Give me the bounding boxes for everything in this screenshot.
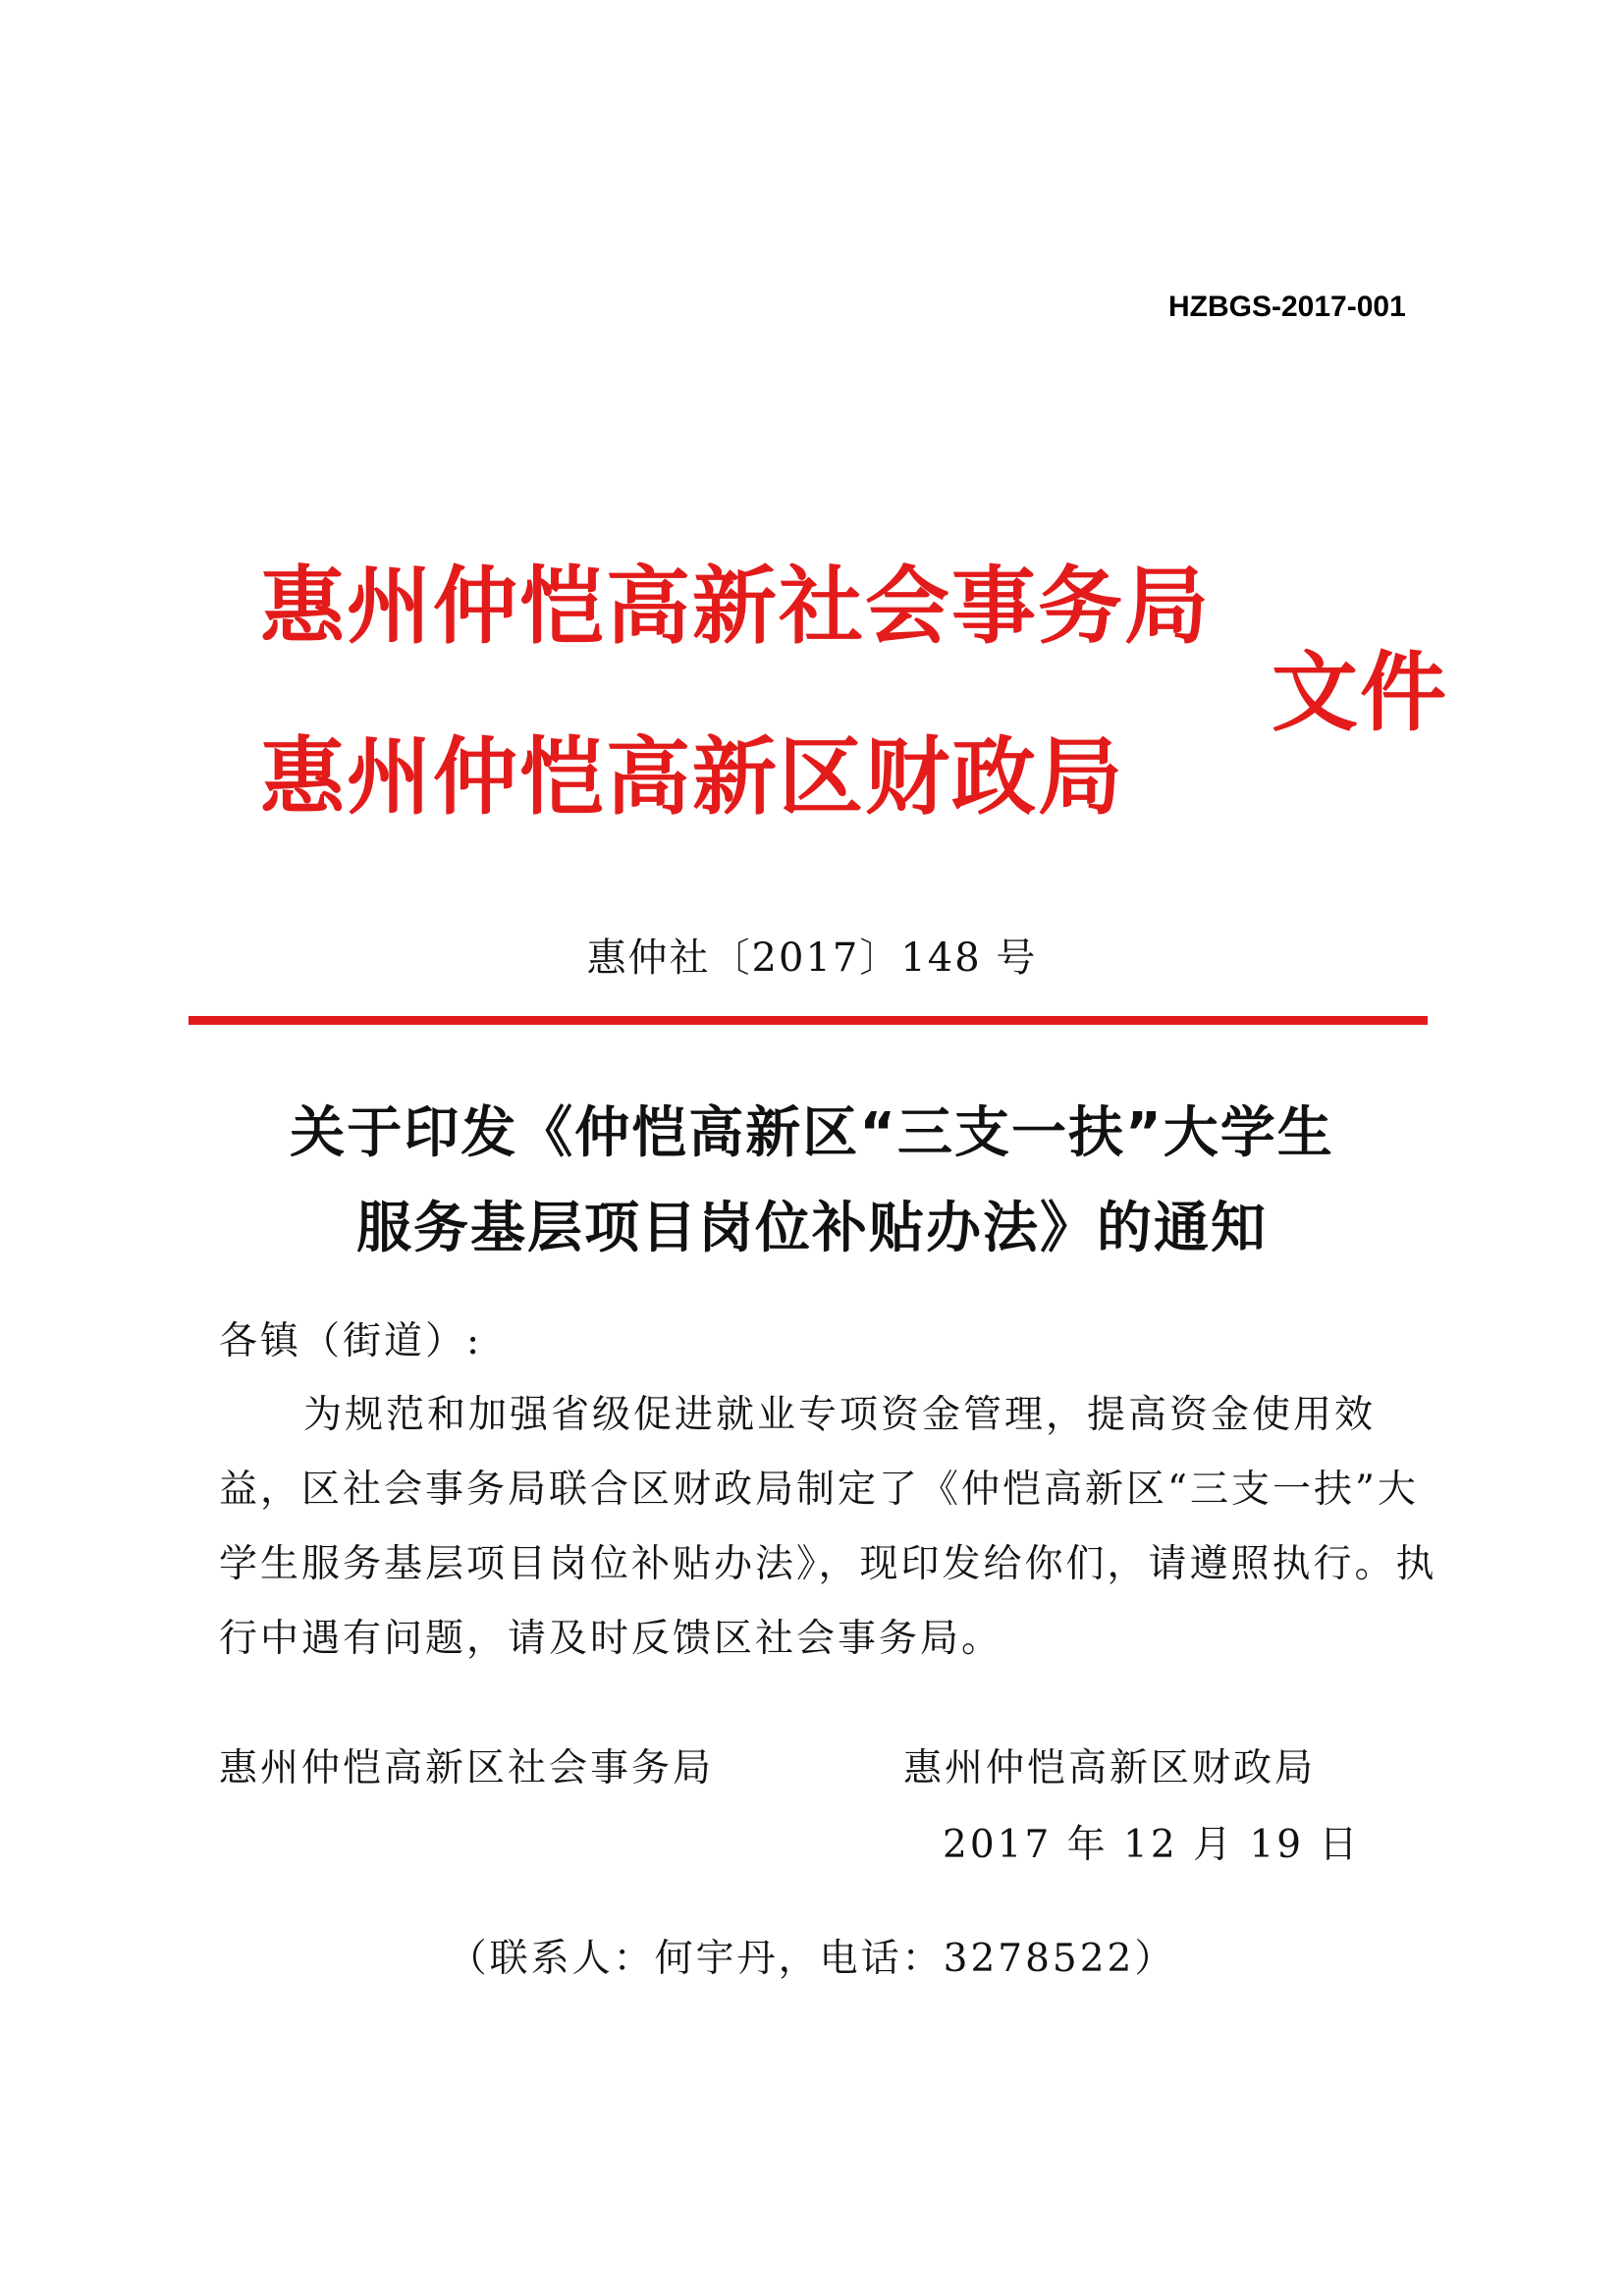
notice-title-line-1: 关于印发《仲恺高新区“三支一扶”大学生 xyxy=(290,1101,1334,1165)
document-code: HZBGS-2017-001 xyxy=(1168,291,1406,323)
signature-finance-bureau: 惠州仲恺高新区财政局 xyxy=(903,1746,1317,1790)
document-type-label: 文件 xyxy=(1272,642,1449,743)
issuing-org-line-2: 惠州仲恺高新区财政局 xyxy=(260,728,1124,827)
signature-social-affairs-bureau: 惠州仲恺高新区社会事务局 xyxy=(219,1746,715,1790)
issue-date: 2017 年 12 月 19 日 xyxy=(943,1823,1361,1867)
salutation: 各镇（街道）: xyxy=(219,1319,483,1363)
notice-title-line-2: 服务基层项目岗位补贴办法》的通知 xyxy=(356,1197,1268,1260)
contact-info: （联系人：何宇丹，电话：3278522） xyxy=(448,1937,1176,1981)
issuing-org-line-1: 惠州仲恺高新社会事务局 xyxy=(260,558,1211,656)
document-number: 惠仲社〔2017〕148 号 xyxy=(586,935,1038,981)
body-paragraph: 为规范和加强省级促进就业专项资金管理，提高资金使用效益，区社会事务局联合区财政局制定了《仲恺高新区“三支一扶”大学生服务基层项目岗位补贴办法》，现印发给你们，请遵照执行。执行中遇有问题，请及时反馈区社会事务局。 xyxy=(219,1393,1437,1661)
red-divider-rule xyxy=(189,1016,1428,1025)
